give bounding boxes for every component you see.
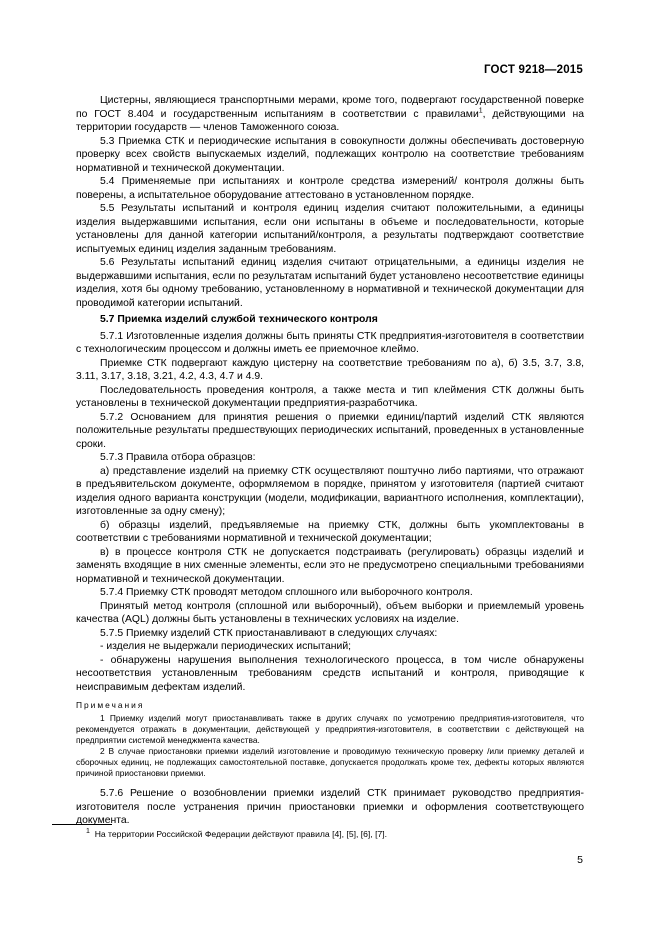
paragraph-5-3: 5.3 Приемка СТК и периодические испытания в совокупности должны обеспечивать достоверную проверку всех свойств выпускаемых изделий, подлежащих контролю на соответствие требованиям нормативной и технической документации. <box>76 135 584 174</box>
paragraph-requirements-list: Приемке СТК подвергают каждую цистерну на соответствие требованиям по а), б) 3.5, 3.7, 3.8, 3.11, 3.17, 3.18, 3.21, 4.2, 4.3, 4.7 и 4.9. <box>76 357 584 382</box>
paragraph-5-7-6: 5.7.6 Решение о возобновлении приемки изделий СТК принимает руководство предприятия-изготовителя после устранения причин приостановки приемки и оформления соответствующего документа. <box>76 788 584 826</box>
footnote-mark: 1 <box>86 828 90 836</box>
paragraph-text: Цистерны, являющиеся транспортными мерами, кроме того, подвергают государственной поверке по ГОСТ 8.404 и государственным испытаниям в соответствии с правилами <box>76 95 584 120</box>
footnote-reference: 1 <box>478 107 483 115</box>
paragraph-tank-verification <box>76 94 584 135</box>
notes-title: Примечания <box>76 700 145 710</box>
section-heading-5-7: 5.7 Приемка изделий службой технического контроля <box>100 314 378 325</box>
notes-block <box>76 700 584 779</box>
note-item-1: 1 Приемку изделий могут приостанавливать также в других случаях по усмотрению предприятия-изготовителя, что рекомендуется отражать в документации, действующей у предприятия-изготовителя, в соответствии с действующей на предприятии системой менеджмента качества. <box>76 713 584 745</box>
list-item-dash-2: - обнаружены нарушения выполнения технологического процесса, в том числе обнаружены несоответствия установленным требованиям средств испытаний и контроля, приводящие к неисправимым дефектам изделий. <box>76 654 584 693</box>
paragraph-control-method: Принятый метод контроля (сплошной или выборочный), объем выборки и приемлемый уровень качества (AQL) должны быть установлены в технических условиях на изделие. <box>76 600 584 625</box>
paragraph-5-4: 5.4 Применяемые при испытаниях и контроле средства измерений/ контроля должны быть поверены, а испытательное оборудование аттестовано в установленном порядке. <box>76 176 584 201</box>
paragraph-5-7-1: 5.7.1 Изготовленные изделия должны быть приняты СТК предприятия-изготовителя в соответствии с технологическим процессом и должны иметь ее приемочное клеймо. <box>76 330 584 355</box>
paragraph-5-6: 5.6 Результаты испытаний единиц изделия считают отрицательными, а единицы изделия не выдержавшими испытания, если по результатам испытаний будет установлено несоответствие единицы изделия, хотя бы одному требованию, установленному в нормативной и технической документации для проводимой категории испытаний. <box>76 257 584 309</box>
paragraph-5-5: 5.5 Результаты испытаний и контроля единиц изделия считают положительными, а единицы изделия выдержавшими испытания, если они испытаны в объеме и последовательности, которые установлены для данной категории испытаний/контроля, а результаты подтверждают соответствие испытуемых единиц изделия заданным требованиям. <box>76 203 584 255</box>
page-number: 5 <box>577 854 583 866</box>
page-body <box>76 94 584 828</box>
paragraph-text-continued: , действующими на территории государств — членов Таможенного союза. <box>76 108 585 133</box>
footnote-divider <box>52 824 112 825</box>
document-header-id: ГОСТ 9218—2015 <box>483 64 583 76</box>
list-item-v: в) в процессе контроля СТК не допускается подстраивать (регулировать) образцы изделий и заменять входящие в них сменные элементы, если это не предусмотрено специальными требованиями нормативной и технической документации. <box>76 546 584 585</box>
paragraph-5-7-2: 5.7.2 Основанием для принятия решения о приемки единиц/партий изделий СТК являются положительные результаты предшествующих периодических испытаний, проведенных в установленные сроки. <box>76 411 584 450</box>
list-item-dash-1: - изделия не выдержали периодических испытаний; <box>100 641 352 652</box>
note-item-2: 2 В случае приостановки приемки изделий изготовление и проводимую техническую проверку /или приемку деталей и сборочных единиц, не подлежащих самостоятельной поставке, допускается продолжать кроме тех, дефекты которых являются причиной приостановки приемки. <box>76 746 584 778</box>
paragraph-5-7-4: 5.7.4 Приемку СТК проводят методом сплошного или выборочного контроля. <box>100 587 473 598</box>
list-item-a: а) представление изделий на приемку СТК осуществляют поштучно либо партиями, что отражают в предъявительском документе, оформляемом в порядке, принятом у изготовителя (партией считают изделия одного варианта конструкции (модели, модификации, вариантного исполнения, комплектации), изготовленные за одну смену); <box>76 465 584 517</box>
footnote <box>76 829 584 840</box>
list-item-b: б) образцы изделий, предъявляемые на приемку СТК, должны быть укомплектованы в соответствии с требованиями нормативной и технической документации; <box>76 519 584 544</box>
paragraph-5-7-5: 5.7.5 Приемку изделий СТК приостанавливают в следующих случаях: <box>100 627 438 639</box>
paragraph-5-7-3: 5.7.3 Правила отбора образцов: <box>100 452 256 463</box>
paragraph-control-sequence: Последовательность проведения контроля, а также места и тип клеймения СТК должны быть установлены в технической документации предприятия-разработчика. <box>76 384 584 409</box>
footnote-text: На территории Российской Федерации действуют правила [4], [5], [6], [7]. <box>94 829 388 839</box>
